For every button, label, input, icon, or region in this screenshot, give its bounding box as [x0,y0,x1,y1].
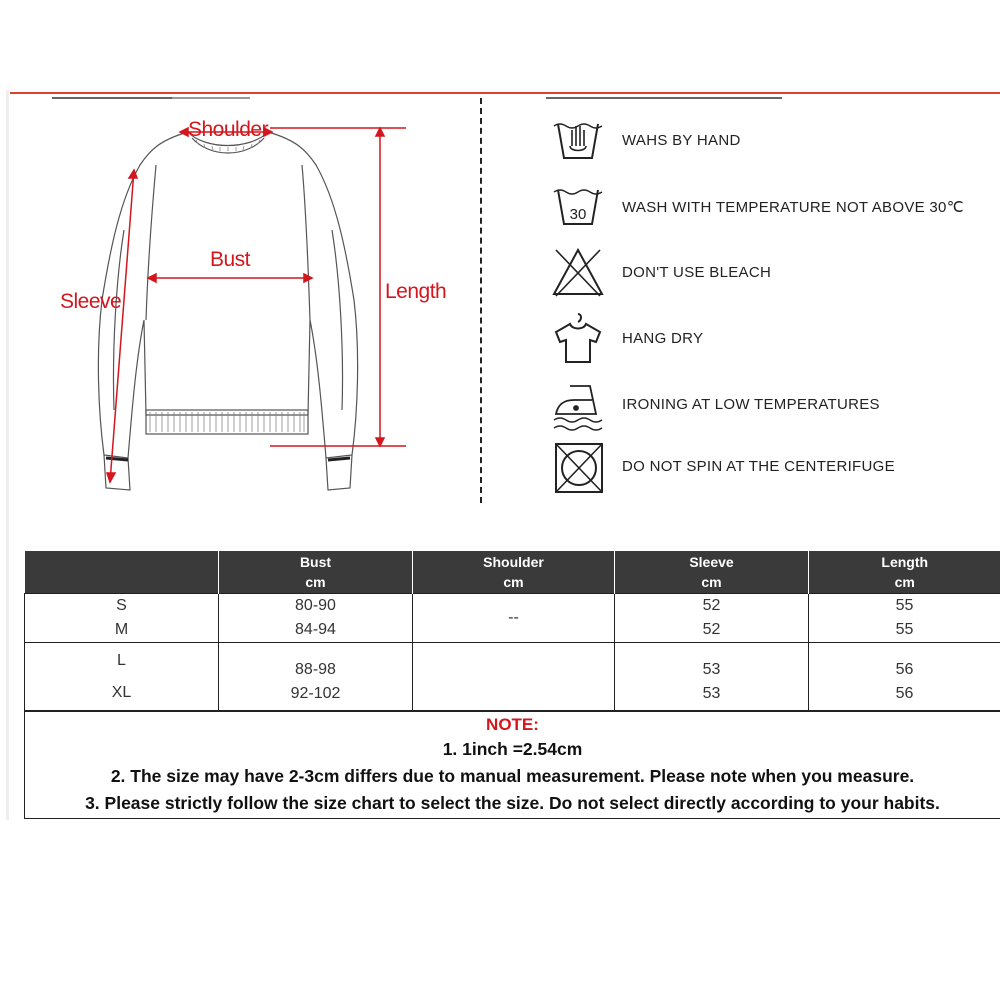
care-text-no-bleach: DON'T USE BLEACH [622,264,772,281]
header-shoulder: Shoulder cm [413,551,615,594]
care-text-wash-30: WASH WITH TEMPERATURE NOT ABOVE 30℃ [622,199,964,216]
shoulder-cell [413,643,615,711]
note-title: NOTE: [486,715,539,734]
size-table-header-row [25,551,1000,594]
wash-30-icon-label: 30 [569,206,587,223]
label-bust: Bust [210,248,251,271]
note-line-3: 3. Please strictly follow the size chart to select the size. Do not select directly according to your habits. [85,793,940,813]
sweater-diagram [40,110,470,500]
top-gray-rule-left-2 [172,97,250,99]
care-text-iron-low: IRONING AT LOW TEMPERATURES [622,396,880,413]
size-cell: L XL [25,643,219,711]
wash-30-icon [550,178,606,234]
size-cell: S M [25,594,219,643]
top-gray-rule-left [52,97,172,99]
header-sleeve: Sleeve cm [615,551,809,594]
header-size [25,551,219,594]
top-divider-line [10,92,1000,94]
shoulder-cell: -- [413,594,615,643]
label-length: Length [385,280,447,303]
note-line-1: 1. 1inch =2.54cm [442,739,583,759]
hang-dry-icon [550,310,606,366]
bust-cell: 88-98 92-102 [219,643,413,711]
hand-wash-icon [550,112,606,168]
sleeve-cell: 52 52 [615,594,809,643]
label-sleeve: Sleeve [60,290,122,313]
no-bleach-icon [550,244,606,300]
sleeve-cell: 53 53 [615,643,809,711]
iron-low-icon [550,376,606,432]
care-text-hang-dry: HANG DRY [622,330,704,347]
size-chart-table [24,551,1000,711]
no-tumble-dry-icon [550,440,606,496]
care-text-hand-wash: WAHS BY HAND [622,132,741,149]
length-cell: 55 55 [809,594,1000,643]
table-row [25,643,1000,711]
label-shoulder: Shoulder [188,118,269,141]
vertical-dashed-divider [480,98,482,503]
top-gray-rule-right [546,97,782,99]
left-frame-edge [6,90,9,820]
bust-cell: 80-90 84-94 [219,594,413,643]
note-box [24,711,1000,819]
length-cell: 56 56 [809,643,1000,711]
header-bust: Bust cm [219,551,413,594]
note-line-2: 2. The size may have 2-3cm differs due to manual measurement. Please note when you measure. [110,766,915,786]
header-length: Length cm [809,551,1000,594]
table-row [25,594,1000,643]
care-text-no-spin: DO NOT SPIN AT THE CENTERIFUGE [622,458,895,475]
